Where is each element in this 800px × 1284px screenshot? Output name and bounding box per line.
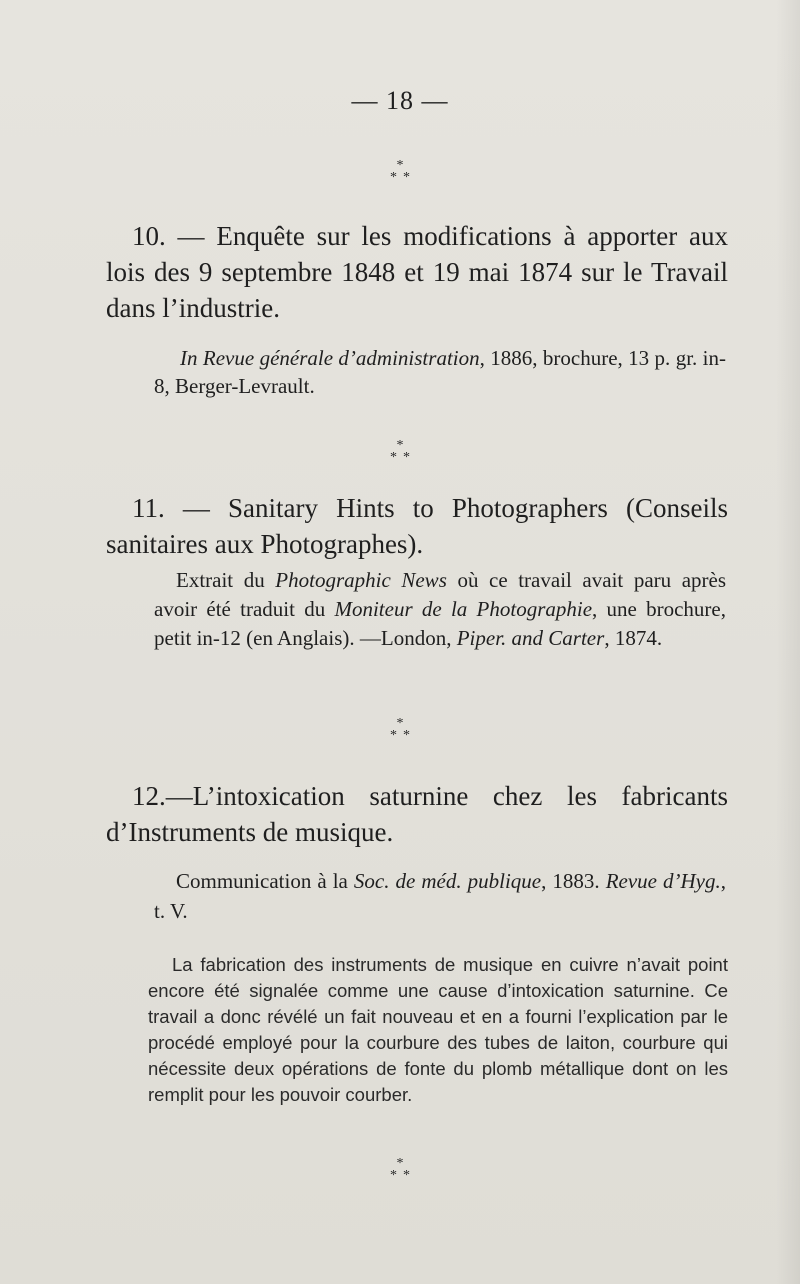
entry-12-source: Communication à la Soc. de méd. publique, 1883. Revue d’Hyg., t. V.	[154, 869, 727, 923]
entry-10-source: In Revue générale d’administration, 1886, brochure, 13 p. gr. in-8, Berger-Levrault.	[154, 346, 726, 398]
asterism-separator: * **	[0, 160, 800, 184]
asterism-separator: * **	[390, 1156, 416, 1183]
entry-12-title: 12.—L’intoxication saturnine chez les fabricants d’Instruments de musique.	[106, 781, 728, 847]
entry-title-text: L’intoxication saturnine chez les fabricants d’Instruments de musique.	[106, 781, 728, 847]
entry-title-text: Sanitary Hints to Photographers (Conseils sanitaires aux Photographes).	[106, 493, 729, 559]
entry-title-text: Enquête sur les modifications à apporter aux lois des 9 septembre 1848 et 19 mai 1874 sur le Travail dans l’industrie.	[106, 221, 728, 323]
asterism-separator: * **	[390, 716, 416, 743]
asterism-separator: * **	[390, 438, 416, 465]
page-number: — 18 —	[351, 86, 449, 115]
entry-12-description: La fabrication des instruments de musique en cuivre n’avait point encore été signalée comme une cause d’intoxication saturnine. Ce travail a donc révélé un fait nouveau et en a fourni l’explication par le procédé employé pour la courbure des tubes de laiton, courbure qui nécessite deux opérations de fonte du plomb métallique dont on les remplit pour les pouvoir courber.	[148, 954, 728, 1105]
entry-number: 11.	[132, 493, 165, 523]
entry-number: 10.	[132, 221, 166, 251]
entry-11-title: 11. — Sanitary Hints to Photographers (Conseils sanitaires aux Photographes).	[106, 493, 729, 559]
entry-number: 12.	[132, 781, 166, 811]
entry-10-title: 10. — Enquête sur les modifications à apporter aux lois des 9 septembre 1848 et 19 mai 1874 sur le Travail dans l’industrie.	[106, 221, 728, 323]
entry-11-note: Extrait du Photographic News où ce travail avait paru après avoir été traduit du Moniteur de la Photographie, une brochure, petit in-12 (en Anglais). —London, Piper. and Carter, 1874.	[154, 568, 727, 650]
asterism-bottom: **	[390, 170, 416, 185]
journal-title: Revue générale d’administration	[202, 346, 480, 370]
